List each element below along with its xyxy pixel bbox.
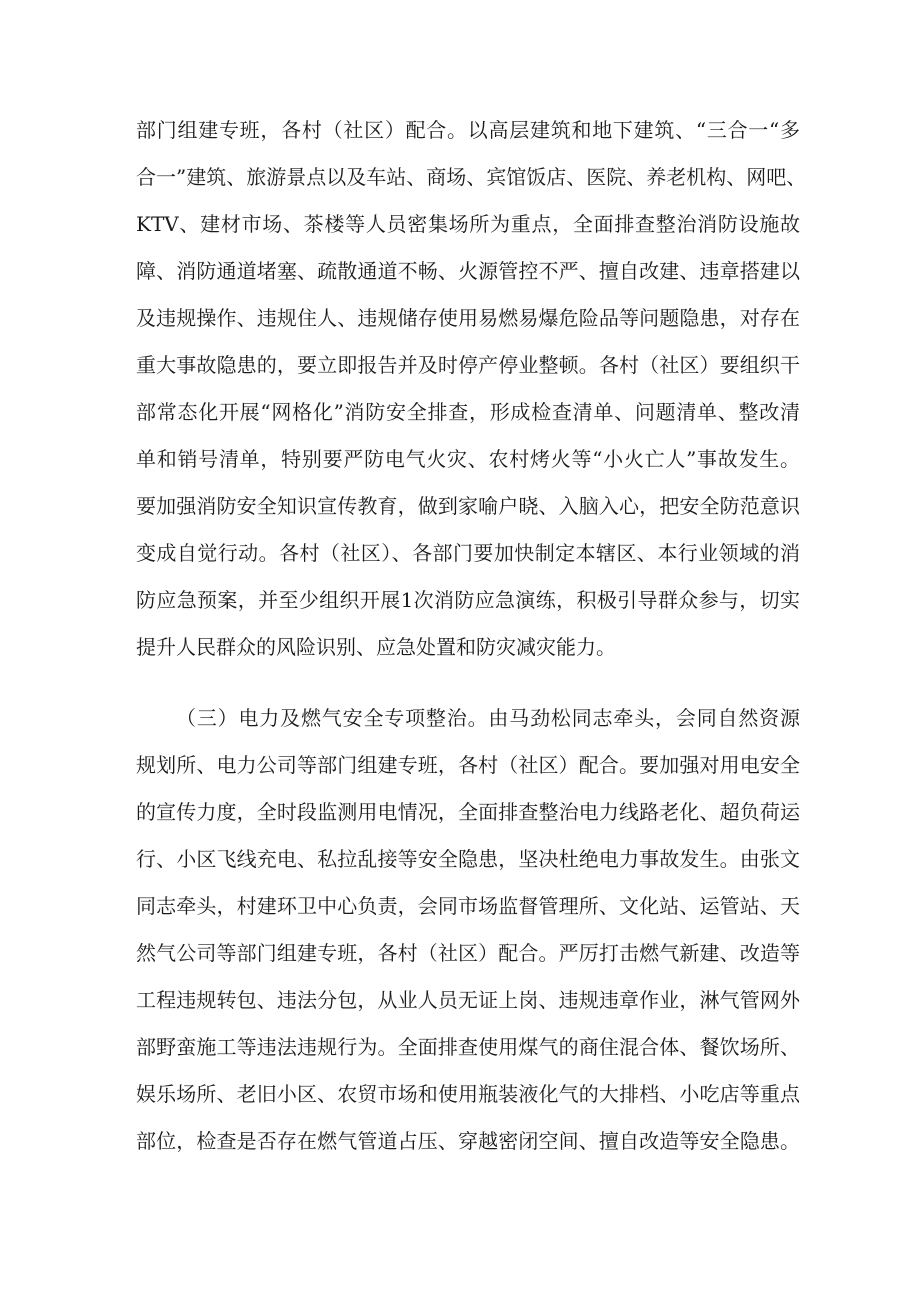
text-line: 及违规操作、违规住人、违规储存使用易燃易爆危险品等问题隐患，对存在 (136, 306, 800, 330)
section-heading-line: （三）电力及燃气安全专项整治。由马劲松同志牵头，会同自然资源 (176, 706, 800, 730)
text-line: 部常态化开展“网格化”消防安全排查，形成检查清单、问题清单、整改清 (136, 400, 800, 424)
text-line: 要加强消防安全知识宣传教育，做到家喻户晓、入脑入心，把安全防范意识 (136, 494, 800, 518)
text-line: 部野蛮施工等违法违规行为。全面排查使用煤气的商住混合体、餐饮场所、 (136, 1035, 800, 1059)
text-line: KTV、建材市场、茶楼等人员密集场所为重点，全面排查整治消防设施故 (136, 212, 800, 236)
text-line: 提升人民群众的风险识别、应急处置和防灾减灾能力。 (136, 635, 616, 659)
text-line: 规划所、电力公司等部门组建专班，各村（社区）配合。要加强对用电安全 (136, 753, 800, 777)
text-line: 障、消防通道堵塞、疏散通道不畅、火源管控不严、擅自改建、违章搭建以 (136, 259, 800, 283)
text-line: 变成自觉行动。各村（社区）、各部门要加快制定本辖区、本行业领域的消 (136, 541, 800, 565)
text-line: 的宣传力度，全时段监测用电情况，全面排查整治电力线路老化、超负荷运 (136, 800, 800, 824)
text-line: 合一”建筑、旅游景点以及车站、商场、宾馆饭店、医院、养老机构、网吧、 (136, 165, 807, 189)
text-line: 单和销号清单，特别要严防电气火灾、农村烤火等“小火亡人”事故发生。 (136, 447, 800, 471)
text-line: 娱乐场所、老旧小区、农贸市场和使用瓶装液化气的大排档、小吃店等重点 (136, 1082, 800, 1106)
text-line: 部门组建专班，各村（社区）配合。以高层建筑和地下建筑、“三合一“多 (136, 118, 800, 142)
text-line: 然气公司等部门组建专班，各村（社区）配合。严厉打击燃气新建、改造等 (136, 941, 800, 965)
text-line: 行、小区飞线充电、私拉乱接等安全隐患，坚决杜绝电力事故发生。由张文 (136, 847, 800, 871)
text-line: 防应急预案，并至少组织开展1次消防应急演练，积极引导群众参与，切实 (136, 588, 800, 612)
text-line: 工程违规转包、违法分包，从业人员无证上岗、违规违章作业，淋气管网外 (136, 988, 800, 1012)
text-line: 同志牵头，村建环卫中心负责，会同市场监督管理所、文化站、运管站、天 (136, 894, 800, 918)
text-line: 重大事故隐患的，要立即报告并及时停产停业整顿。各村（社区）要组织干 (136, 353, 800, 377)
text-line: 部位，检查是否存在燃气管道占压、穿越密闭空间、擅自改造等安全隐患。 (136, 1129, 800, 1153)
